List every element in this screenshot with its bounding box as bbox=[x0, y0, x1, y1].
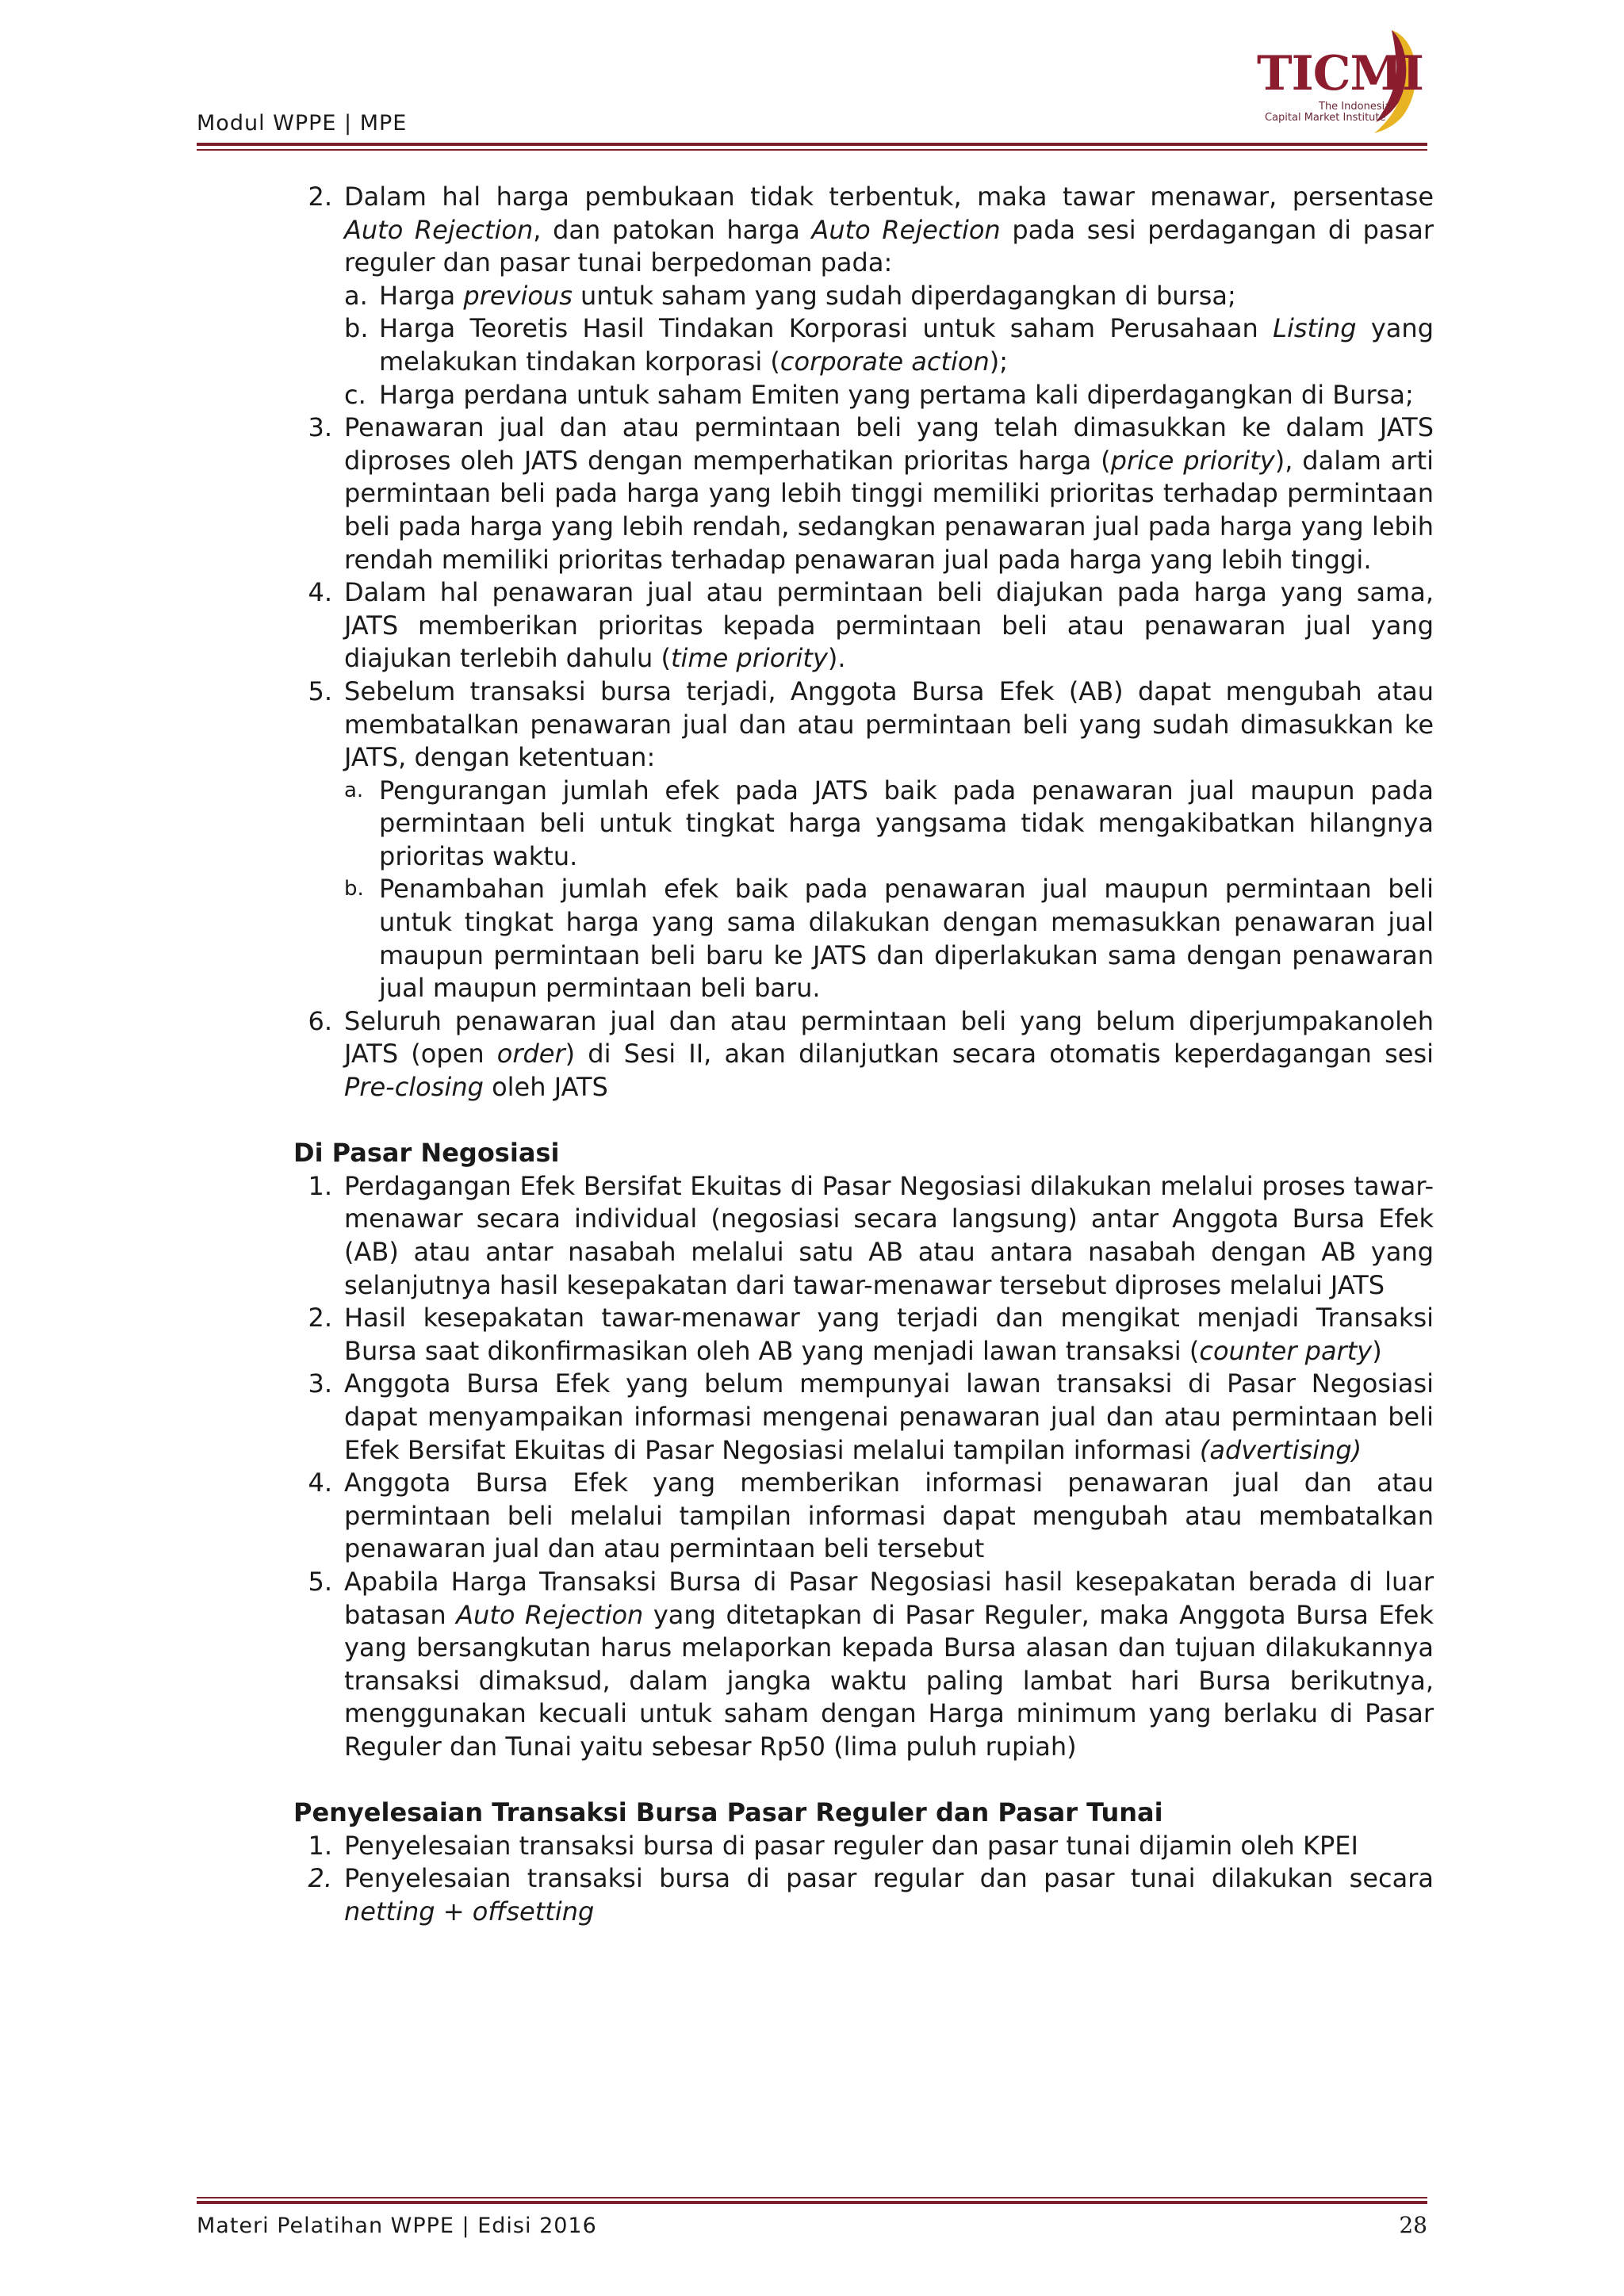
list-item bbox=[197, 1566, 1434, 1764]
logo-tagline-2: Capital Market Institute bbox=[1265, 112, 1386, 124]
list-marker: 3. bbox=[308, 412, 332, 443]
list-item-text: Dalam hal harga pembukaan tidak terbentuk, maka tawar menawar, persentase Auto Rejection, dan patokan harga Auto Rejection pada sesi perdagangan di pasar reguler dan pasar tunai berpedoman pada: bbox=[344, 182, 1434, 278]
list-item bbox=[197, 1368, 1434, 1467]
list-item bbox=[197, 1005, 1434, 1104]
footer-rule-thick bbox=[197, 2201, 1427, 2204]
list-item-text: Penawaran jual dan atau permintaan beli yang telah dimasukkan ke dalam JATS diproses oleh JATS dengan memperhatikan prioritas harga (price priority), dalam arti permintaan beli pada harga yang lebih tinggi memiliki prioritas terhadap permintaan beli pada harga yang lebih rendah, sedangkan penawaran jual pada harga yang lebih rendah memiliki prioritas terhadap penawaran jual pada harga yang lebih tinggi. bbox=[344, 412, 1434, 575]
sub-list-item bbox=[197, 775, 1434, 874]
list-item bbox=[197, 1170, 1434, 1302]
list-item bbox=[197, 1862, 1434, 1928]
list-marker: 2. bbox=[308, 182, 332, 212]
list-marker: 6. bbox=[308, 1005, 332, 1036]
list-marker: 4. bbox=[308, 1468, 332, 1498]
sub-list-item bbox=[197, 280, 1434, 313]
list-item-text: Perdagangan Efek Bersifat Ekuitas di Pasar Negosiasi dilakukan melalui proses tawar-menawar secara individual (negosiasi secara langsung) antar Anggota Bursa Efek (AB) atau antar nasabah melalui satu AB atau antara nasabah dengan AB yang selanjutnya hasil kesepakatan dari tawar-menawar tersebut diproses melalui JATS bbox=[344, 1170, 1434, 1300]
list-item-text: Penyelesaian transaksi bursa di pasar reguler dan pasar tunai dijamin oleh KPEI bbox=[344, 1830, 1358, 1861]
list-item-text: Dalam hal penawaran jual atau permintaan beli diajukan pada harga yang sama, JATS memberikan prioritas kepada permintaan beli atau penawaran jual yang diajukan terlebih dahulu (time priority). bbox=[344, 577, 1434, 674]
list-marker: a. bbox=[344, 778, 364, 802]
header-rule-thick bbox=[197, 143, 1427, 146]
logo-wordmark: TICMI bbox=[1257, 46, 1423, 101]
sub-list-item bbox=[197, 873, 1434, 1004]
section-heading-negosiasi: Di Pasar Negosiasi bbox=[293, 1138, 560, 1169]
section-auction-rules bbox=[197, 181, 1434, 1104]
list-marker: a. bbox=[344, 280, 368, 311]
list-item-text: Penyelesaian transaksi bursa di pasar regular dan pasar tunai dilakukan secara netting + offsetting bbox=[344, 1863, 1434, 1927]
section-penyelesaian bbox=[197, 1830, 1434, 1929]
list-item-text: Harga perdana untuk saham Emiten yang pertama kali diperdagangkan di Bursa; bbox=[379, 379, 1414, 410]
list-marker: 5. bbox=[308, 1566, 332, 1597]
sub-list-item bbox=[197, 312, 1434, 378]
sub-list-item bbox=[197, 379, 1434, 412]
list-item bbox=[197, 411, 1434, 576]
list-item bbox=[197, 1830, 1434, 1863]
list-item-text: Anggota Bursa Efek yang belum mempunyai lawan transaksi di Pasar Negosiasi dapat menyampaikan informasi mengenai penawaran jual dan atau permintaan beli Efek Bersifat Ekuitas di Pasar Negosiasi melalui tampilan informasi (advertising) bbox=[344, 1368, 1434, 1465]
list-marker: c. bbox=[344, 379, 366, 410]
list-item-text: Penambahan jumlah efek baik pada penawaran jual maupun permintaan beli untuk tingkat harga yang sama dilakukan dengan memasukkan penawaran jual maupun permintaan beli baru ke JATS dan diperlakukan sama dengan penawaran jual maupun permintaan beli baru. bbox=[379, 874, 1434, 1004]
list-item bbox=[197, 576, 1434, 675]
list-item-text: Hasil kesepakatan tawar-menawar yang terjadi dan mengikat menjadi Transaksi Bursa saat dikonfirmasikan oleh AB yang menjadi lawan transaksi (counter party) bbox=[344, 1303, 1434, 1366]
list-item bbox=[197, 1302, 1434, 1368]
list-marker: 3. bbox=[308, 1368, 332, 1399]
list-item-text: Apabila Harga Transaksi Bursa di Pasar Negosiasi hasil kesepakatan berada di luar batasan Auto Rejection yang ditetapkan di Pasar Reguler, maka Anggota Bursa Efek yang bersangkutan harus melaporkan kepada Bursa alasan dan tujuan dilakukannya transaksi dimaksud, dalam jangka waktu paling lambat hari Bursa berikutnya, menggunakan kecuali untuk saham dengan Harga minimum yang berlaku di Pasar Reguler dan Tunai yaitu sebesar Rp50 (lima puluh rupiah) bbox=[344, 1566, 1434, 1762]
list-marker: 4. bbox=[308, 577, 332, 608]
footer-text: Materi Pelatihan WPPE | Edisi 2016 bbox=[197, 2214, 597, 2238]
header-rule-thin bbox=[197, 149, 1427, 151]
list-item-text: Seluruh penawaran jual dan atau permintaan beli yang belum diperjumpakanoleh JATS (open order) di Sesi II, akan dilanjutkan secara otomatis keperdagangan sesi Pre-closing oleh JATS bbox=[344, 1005, 1434, 1103]
page-number: 28 bbox=[1399, 2212, 1427, 2238]
list-item-text: Sebelum transaksi bursa terjadi, Anggota Bursa Efek (AB) dapat mengubah atau membatalkan penawaran jual dan atau permintaan beli yang sudah dimasukkan ke JATS, dengan ketentuan: bbox=[344, 675, 1434, 773]
list-marker: 5. bbox=[308, 675, 332, 706]
list-item bbox=[197, 675, 1434, 775]
list-marker: b. bbox=[344, 313, 369, 344]
list-marker: 2. bbox=[308, 1863, 332, 1894]
header-title: Modul WPPE | MPE bbox=[197, 111, 408, 136]
list-marker: 1. bbox=[308, 1170, 332, 1201]
list-item-text: Pengurangan jumlah efek pada JATS baik pada penawaran jual maupun pada permintaan beli untuk tingkat harga yangsama tidak mengakibatkan hilangnya prioritas waktu. bbox=[379, 775, 1434, 871]
ticmi-logo bbox=[1257, 24, 1423, 135]
logo-tagline-1: The Indonesia bbox=[1319, 101, 1392, 113]
footer-rule-thin bbox=[197, 2197, 1427, 2198]
section-heading-penyelesaian: Penyelesaian Transaksi Bursa Pasar Reguler dan Pasar Tunai bbox=[293, 1797, 1163, 1828]
list-item bbox=[197, 181, 1434, 280]
list-marker: 2. bbox=[308, 1303, 332, 1334]
list-marker: 1. bbox=[308, 1830, 332, 1861]
list-item-text: Harga previous untuk saham yang sudah diperdagangkan di bursa; bbox=[379, 280, 1236, 311]
list-item-text: Harga Teoretis Hasil Tindakan Korporasi untuk saham Perusahaan Listing yang melakukan tindakan korporasi (corporate action); bbox=[379, 313, 1434, 377]
list-marker: b. bbox=[344, 877, 364, 901]
section-negosiasi bbox=[197, 1170, 1434, 1764]
list-item-text: Anggota Bursa Efek yang memberikan informasi penawaran jual dan atau permintaan beli melalui tampilan informasi dapat mengubah atau membatalkan penawaran jual dan atau permintaan beli tersebut bbox=[344, 1468, 1434, 1564]
document-body bbox=[197, 181, 1434, 1928]
list-item bbox=[197, 1467, 1434, 1566]
